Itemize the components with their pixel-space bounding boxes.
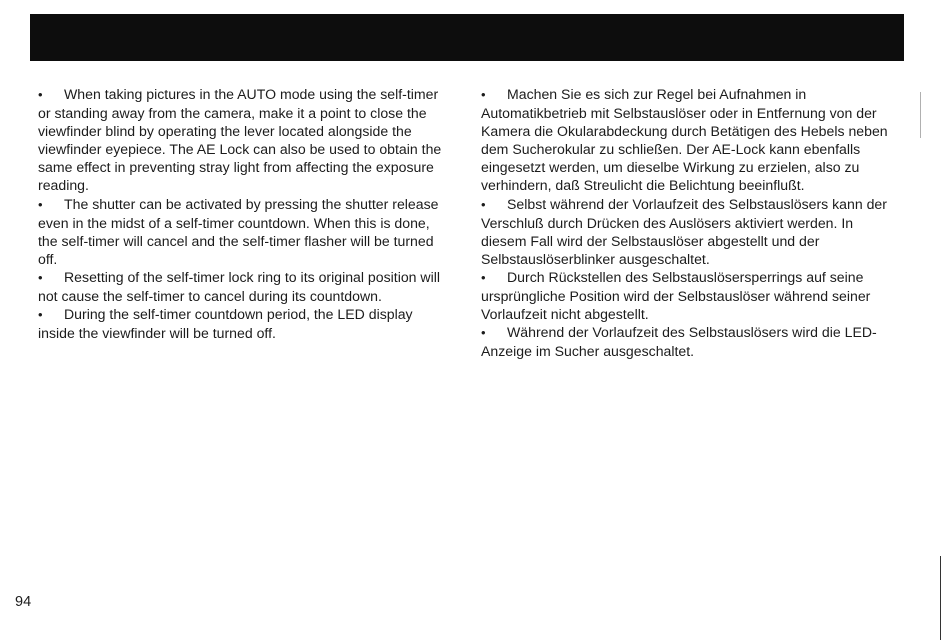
english-paragraph-4 <box>38 305 448 342</box>
paragraph-text: Selbst während der Vorlaufzeit des Selbstauslösers kann der Verschluß durch Drücken des Auslösers aktiviert werden. In diesem Fall wird der Selbstauslöser abgestellt und der Selbstauslöserblinker ausgeschaltet. <box>481 195 887 267</box>
paragraph-text: Während der Vorlaufzeit des Selbstauslösers wird die LED-Anzeige im Sucher ausgeschaltet. <box>481 324 877 360</box>
page-number: 94 <box>15 594 32 610</box>
german-column <box>481 85 893 360</box>
german-paragraph-1 <box>481 85 893 195</box>
bullet: • <box>481 269 486 285</box>
german-paragraph-2 <box>481 195 893 268</box>
paragraph-text: During the self-timer countdown period, the LED display inside the viewfinder will be turned off. <box>38 306 413 342</box>
bullet: • <box>38 196 43 212</box>
paragraph-text: Resetting of the self-timer lock ring to its original position will not cause the self-timer to cancel during its countdown. <box>38 268 440 305</box>
paragraph-text: Machen Sie es sich zur Regel bei Aufnahmen in Automatikbetrieb mit Selbstauslöser oder in Entfernung von der Kamera die Okularabdeckung durch Betätigen des Hebels neben dem Sucherokular zu schließen. Der AE-Lock kann ebenfalls eingesetzt werden, um dieselbe Wirkung zu erzielen, also zu verhindern, daß Streulicht die Belichtung beeinflußt. <box>481 86 888 194</box>
english-paragraph-1 <box>38 85 448 195</box>
scan-edge-mark <box>920 92 921 138</box>
bullet: • <box>481 325 486 341</box>
german-paragraph-3 <box>481 268 893 323</box>
header-bar <box>30 14 904 61</box>
bullet: • <box>38 269 43 285</box>
paragraph-text: When taking pictures in the AUTO mode using the self-timer or standing away from the camera, make it a point to close the viewfinder blind by operating the lever located alongside the viewfinder eyepiece. The AE Lock can also be used to obtain the same effect in preventing stray light from affecting the exposure reading. <box>38 86 442 194</box>
bullet: • <box>481 87 486 102</box>
german-paragraph-4 <box>481 323 893 360</box>
bullet: • <box>481 196 486 212</box>
english-paragraph-3 <box>38 268 448 305</box>
scan-edge-mark <box>940 556 941 640</box>
paragraph-text: Durch Rückstellen des Selbstauslösersperrings auf seine ursprüngliche Position wird der Selbstauslöser während seiner Vorlaufzeit nicht abgestellt. <box>481 268 871 323</box>
english-paragraph-2 <box>38 195 448 268</box>
bullet: • <box>38 87 43 102</box>
paragraph-text: The shutter can be activated by pressing the shutter release even in the midst of a self-timer countdown. When this is done, the self-timer will cancel and the self-timer flasher will be turned off. <box>38 195 439 267</box>
english-column <box>38 85 448 342</box>
bullet: • <box>38 307 43 323</box>
